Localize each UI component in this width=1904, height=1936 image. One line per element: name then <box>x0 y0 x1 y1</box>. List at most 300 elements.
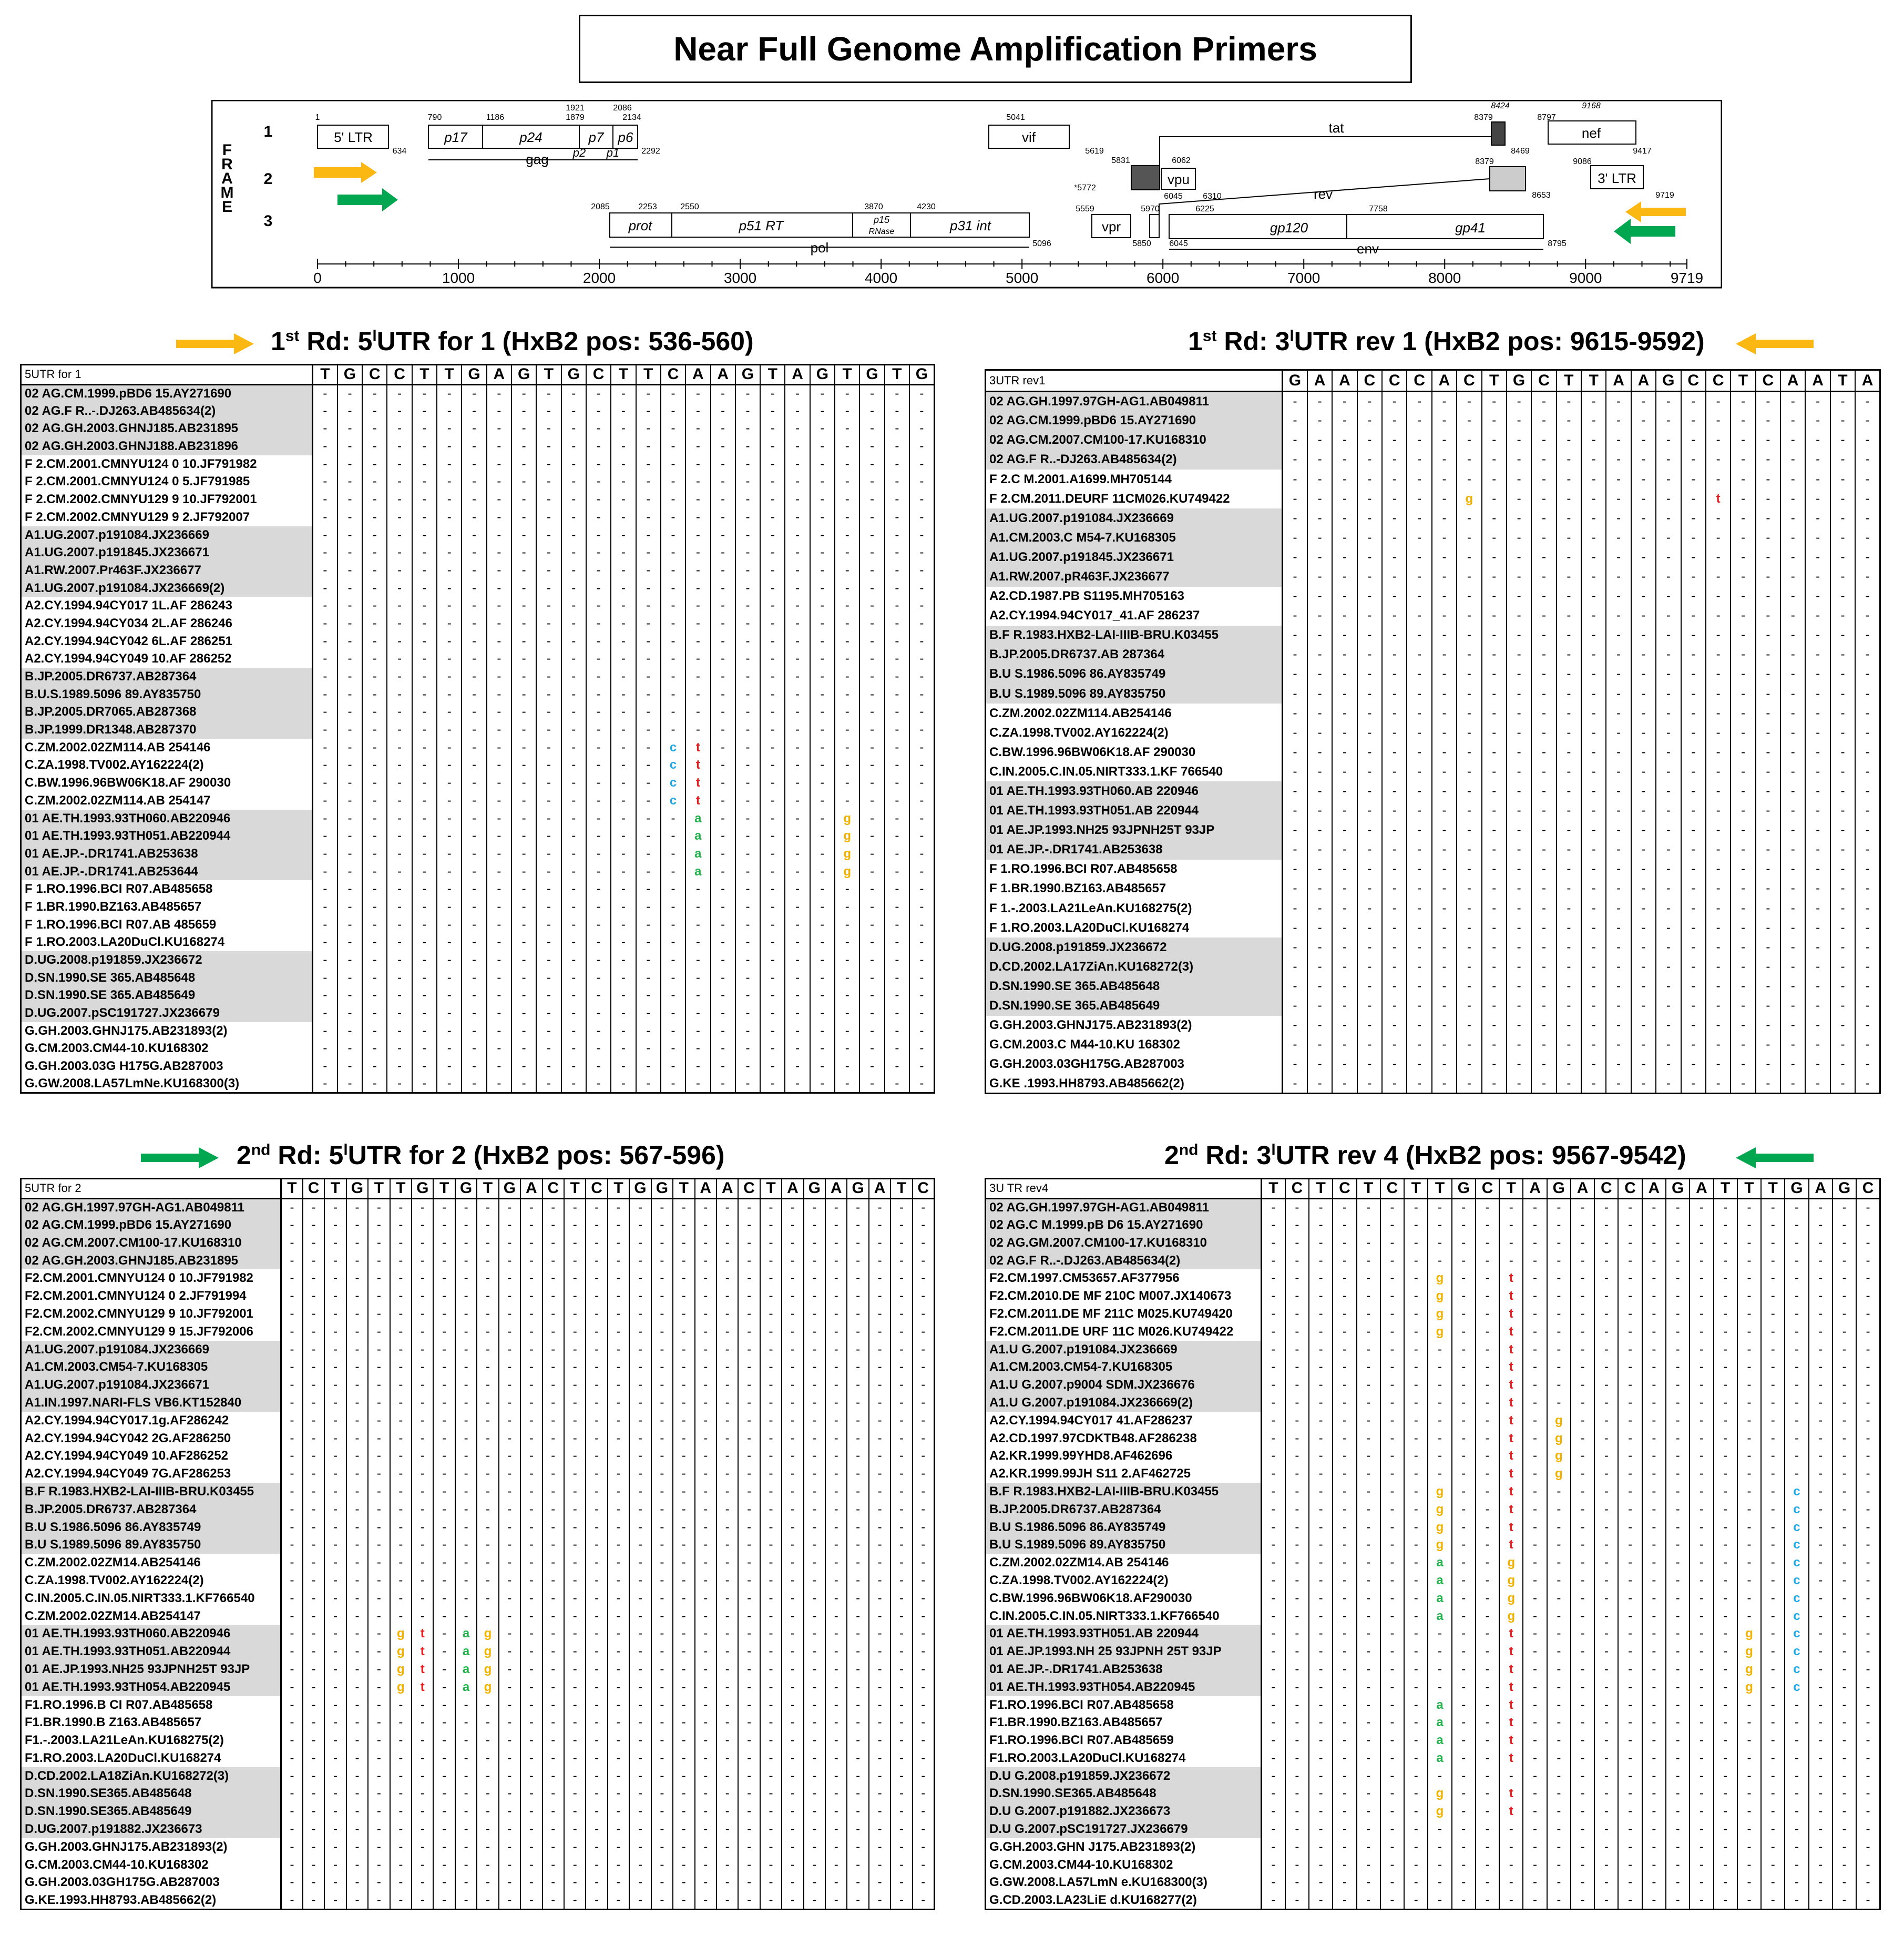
match-dash: - <box>1307 1074 1332 1094</box>
match-dash: - <box>716 1465 738 1483</box>
match-dash: - <box>1476 1572 1499 1589</box>
match-dash: - <box>760 951 785 969</box>
match-dash: - <box>511 402 536 420</box>
table-row <box>986 1802 1880 1820</box>
match-dash: - <box>1285 1323 1309 1341</box>
sequence-name: F 2.CM.2001.CMNYU124 0 5.JF791985 <box>21 473 313 491</box>
match-dash: - <box>324 1198 346 1216</box>
match-dash: - <box>390 1269 412 1287</box>
match-dash: - <box>1856 1269 1880 1287</box>
match-dash: - <box>437 721 462 739</box>
match-dash: - <box>1452 1643 1476 1660</box>
match-dash: - <box>760 1572 782 1589</box>
match-dash: - <box>1756 1035 1780 1055</box>
match-dash: - <box>1357 1731 1380 1749</box>
match-dash: - <box>586 1536 607 1554</box>
match-dash: - <box>847 1714 868 1731</box>
match-dash: - <box>636 951 661 969</box>
match-dash: - <box>1283 1055 1307 1074</box>
match-dash: - <box>1785 1465 1808 1483</box>
primer-base: A <box>1642 1179 1666 1199</box>
match-dash: - <box>1756 508 1780 528</box>
match-dash: - <box>337 615 362 633</box>
match-dash: - <box>1333 1198 1356 1216</box>
match-dash: - <box>885 969 909 987</box>
match-dash: - <box>760 1874 782 1892</box>
match-dash: - <box>716 1856 738 1874</box>
match-dash: - <box>1780 528 1805 547</box>
match-dash: - <box>810 615 835 633</box>
match-dash: - <box>586 437 611 455</box>
match-dash: - <box>847 1234 868 1252</box>
match-dash: - <box>362 686 387 704</box>
sequence-name: C.BW.1996.96BW06K18.AF 290030 <box>986 742 1283 762</box>
match-dash: - <box>804 1838 825 1856</box>
match-dash: - <box>1594 1785 1618 1803</box>
sequence-name: B.U S.1986.5096 86.AY835749 <box>986 1519 1262 1536</box>
match-dash: - <box>1262 1483 1285 1501</box>
match-dash: - <box>909 597 934 615</box>
match-dash: - <box>1309 1802 1333 1820</box>
match-dash: - <box>1380 1625 1404 1643</box>
primer-base: C <box>542 1179 564 1199</box>
match-dash: - <box>1307 938 1332 957</box>
match-dash: - <box>1283 801 1307 821</box>
sequence-name: 01 AE.TH.1993.93TH051.AB 220944 <box>986 801 1283 821</box>
match-dash: - <box>368 1465 390 1483</box>
match-dash: - <box>1731 801 1755 821</box>
match-dash: - <box>1452 1447 1476 1465</box>
match-dash: - <box>673 1572 694 1589</box>
match-dash: - <box>1307 801 1332 821</box>
match-dash: - <box>536 739 561 757</box>
match-dash: - <box>685 402 710 420</box>
match-dash: - <box>337 774 362 792</box>
match-dash: - <box>1855 606 1880 626</box>
match-dash: - <box>760 384 785 402</box>
match-dash: - <box>1666 1234 1690 1252</box>
match-dash: - <box>825 1216 847 1234</box>
match-dash: - <box>1656 938 1681 957</box>
table-row <box>21 420 935 438</box>
match-dash: - <box>1833 1678 1856 1696</box>
pos-label: 5831 <box>1111 156 1130 165</box>
match-dash: - <box>1452 1714 1476 1731</box>
table-row <box>986 1234 1880 1252</box>
match-dash: - <box>433 1358 455 1376</box>
match-dash: - <box>825 1749 847 1767</box>
match-dash: - <box>1833 1536 1856 1554</box>
match-dash: - <box>561 845 586 863</box>
match-dash: - <box>313 686 337 704</box>
table-row <box>21 880 935 898</box>
match-dash: - <box>760 1394 782 1412</box>
match-dash: - <box>324 1856 346 1874</box>
primer-base: A <box>785 365 810 385</box>
table-row <box>986 1643 1880 1660</box>
match-dash: - <box>1457 684 1481 704</box>
match-dash: - <box>1507 665 1531 684</box>
match-dash: - <box>1761 1305 1785 1323</box>
match-dash: - <box>1357 938 1382 957</box>
match-dash: - <box>1357 1483 1380 1501</box>
match-dash: - <box>564 1696 586 1714</box>
match-dash: - <box>1737 1501 1761 1519</box>
match-dash: - <box>1780 762 1805 781</box>
match-dash: - <box>760 934 785 952</box>
match-dash: - <box>390 1589 412 1607</box>
match-dash: - <box>673 1554 694 1572</box>
match-dash: - <box>716 1216 738 1234</box>
match-dash: - <box>368 1252 390 1270</box>
match-dash: - <box>1357 470 1382 489</box>
match-dash: - <box>847 1216 868 1234</box>
table-row <box>986 1358 1880 1376</box>
match-dash: - <box>611 508 636 526</box>
sequence-name: G.GH.2003.03GH175G.AB287003 <box>21 1874 281 1892</box>
match-dash: - <box>1457 665 1481 684</box>
match-dash: - <box>337 792 362 810</box>
match-dash: - <box>735 526 760 544</box>
match-dash: - <box>835 721 859 739</box>
match-dash: - <box>1690 1714 1713 1731</box>
match-dash: - <box>1333 1820 1356 1838</box>
pos-label: 8424 <box>1491 101 1510 110</box>
match-dash: - <box>1594 1536 1618 1554</box>
match-dash: - <box>1666 1767 1690 1785</box>
match-dash: - <box>636 863 661 881</box>
match-dash: - <box>1656 645 1681 665</box>
table-row <box>21 987 935 1005</box>
match-dash: - <box>1457 860 1481 879</box>
match-dash: - <box>390 1323 412 1341</box>
match-dash: - <box>437 739 462 757</box>
primer-base: C <box>1407 370 1431 392</box>
match-dash: - <box>825 1447 847 1465</box>
match-dash: - <box>859 863 884 881</box>
mismatch-base: g <box>477 1625 498 1643</box>
match-dash: - <box>661 721 685 739</box>
match-dash: - <box>412 845 437 863</box>
match-dash: - <box>735 880 760 898</box>
match-dash: - <box>1855 781 1880 801</box>
match-dash: - <box>1731 508 1755 528</box>
match-dash: - <box>1666 1287 1690 1305</box>
match-dash: - <box>847 1767 868 1785</box>
match-dash: - <box>1476 1731 1499 1749</box>
match-dash: - <box>1457 1035 1481 1055</box>
match-dash: - <box>1382 860 1407 879</box>
match-dash: - <box>1428 1216 1451 1234</box>
match-dash: - <box>586 1216 607 1234</box>
match-dash: - <box>1666 1465 1690 1483</box>
match-dash: - <box>346 1731 368 1749</box>
match-dash: - <box>1262 1678 1285 1696</box>
match-dash: - <box>1547 1785 1571 1803</box>
match-dash: - <box>1631 547 1656 567</box>
match-dash: - <box>1262 1519 1285 1536</box>
sequence-name: 02 AG.F R..-.DJ263.AB485634(2) <box>986 1252 1262 1270</box>
match-dash: - <box>1557 470 1581 489</box>
match-dash: - <box>1681 1016 1706 1035</box>
match-dash: - <box>520 1358 542 1376</box>
match-dash: - <box>1833 1216 1856 1234</box>
match-dash: - <box>1571 1785 1594 1803</box>
match-dash: - <box>487 898 511 916</box>
match-dash: - <box>324 1838 346 1856</box>
match-dash: - <box>437 473 462 491</box>
match-dash: - <box>586 1004 611 1022</box>
match-dash: - <box>1656 801 1681 821</box>
match-dash: - <box>804 1341 825 1359</box>
match-dash: - <box>913 1856 934 1874</box>
match-dash: - <box>735 1004 760 1022</box>
mismatch-base: t <box>1499 1394 1523 1412</box>
match-dash: - <box>1690 1519 1713 1536</box>
match-dash: - <box>487 473 511 491</box>
gene-label: p31 int <box>949 218 991 233</box>
match-dash: - <box>1507 450 1531 470</box>
alignment-header-row <box>21 365 935 385</box>
match-dash: - <box>890 1856 912 1874</box>
match-dash: - <box>890 1731 912 1749</box>
match-dash: - <box>1382 821 1407 840</box>
match-dash: - <box>487 880 511 898</box>
match-dash: - <box>1404 1501 1428 1519</box>
match-dash: - <box>1404 1341 1428 1359</box>
match-dash: - <box>1404 1731 1428 1749</box>
match-dash: - <box>1761 1572 1785 1589</box>
table-row <box>21 668 935 686</box>
match-dash: - <box>785 384 810 402</box>
match-dash: - <box>1706 762 1731 781</box>
match-dash: - <box>303 1430 324 1448</box>
match-dash: - <box>636 579 661 597</box>
match-dash: - <box>511 916 536 934</box>
match-dash: - <box>1714 1589 1737 1607</box>
match-dash: - <box>1357 684 1382 704</box>
match-dash: - <box>1809 1572 1833 1589</box>
match-dash: - <box>1332 723 1357 742</box>
match-dash: - <box>520 1447 542 1465</box>
match-dash: - <box>437 597 462 615</box>
sequence-name: D.U G.2007.p191882.JX236673 <box>986 1802 1262 1820</box>
pos-label: 6062 <box>1172 156 1191 165</box>
match-dash: - <box>455 1714 477 1731</box>
match-dash: - <box>785 526 810 544</box>
match-dash: - <box>1380 1554 1404 1572</box>
match-dash: - <box>1656 606 1681 626</box>
table-row <box>21 1412 935 1430</box>
match-dash: - <box>1594 1820 1618 1838</box>
match-dash: - <box>1785 1287 1808 1305</box>
match-dash: - <box>1761 1856 1785 1874</box>
match-dash: - <box>561 384 586 402</box>
match-dash: - <box>542 1198 564 1216</box>
match-dash: - <box>1780 684 1805 704</box>
match-dash: - <box>368 1430 390 1448</box>
mismatch-base: t <box>685 757 710 775</box>
match-dash: - <box>1761 1554 1785 1572</box>
match-dash: - <box>511 898 536 916</box>
match-dash: - <box>1737 1252 1761 1270</box>
match-dash: - <box>651 1838 673 1856</box>
match-dash: - <box>847 1589 868 1607</box>
match-dash: - <box>1547 1838 1571 1856</box>
match-dash: - <box>629 1216 651 1234</box>
sequence-name: 02 AG.F R..-.DJ263.AB485634(2) <box>21 402 313 420</box>
primer-base: G <box>651 1179 673 1199</box>
match-dash: - <box>785 863 810 881</box>
match-dash: - <box>1428 1234 1451 1252</box>
match-dash: - <box>1333 1341 1356 1359</box>
match-dash: - <box>390 1785 412 1803</box>
match-dash: - <box>1681 704 1706 723</box>
match-dash: - <box>412 579 437 597</box>
match-dash: - <box>1642 1447 1666 1465</box>
match-dash: - <box>685 704 710 721</box>
match-dash: - <box>913 1536 934 1554</box>
alignment-table-5utr-for2 <box>20 1178 935 1910</box>
frame-letter: F <box>222 141 232 159</box>
match-dash: - <box>433 1554 455 1572</box>
match-dash: - <box>1531 781 1556 801</box>
match-dash: - <box>1706 411 1731 431</box>
match-dash: - <box>1357 1767 1380 1785</box>
match-dash: - <box>412 1802 433 1820</box>
match-dash: - <box>1557 762 1581 781</box>
match-dash: - <box>1618 1483 1642 1501</box>
match-dash: - <box>1690 1341 1713 1359</box>
match-dash: - <box>437 827 462 845</box>
match-dash: - <box>1285 1430 1309 1448</box>
match-dash: - <box>1531 567 1556 586</box>
match-dash: - <box>651 1785 673 1803</box>
table-row <box>986 1838 1880 1856</box>
match-dash: - <box>586 1269 607 1287</box>
match-dash: - <box>1756 1055 1780 1074</box>
match-dash: - <box>1380 1412 1404 1430</box>
match-dash: - <box>362 810 387 828</box>
match-dash: - <box>586 792 611 810</box>
match-dash: - <box>711 473 735 491</box>
match-dash: - <box>324 1376 346 1394</box>
match-dash: - <box>1380 1305 1404 1323</box>
match-dash: - <box>1681 860 1706 879</box>
match-dash: - <box>760 1714 782 1731</box>
match-dash: - <box>810 951 835 969</box>
match-dash: - <box>1571 1412 1594 1430</box>
match-dash: - <box>437 880 462 898</box>
match-dash: - <box>1309 1430 1333 1448</box>
match-dash: - <box>1428 1394 1451 1412</box>
primer-base: G <box>1785 1179 1808 1199</box>
match-dash: - <box>1432 821 1457 840</box>
match-dash: - <box>859 810 884 828</box>
match-dash: - <box>847 1447 868 1465</box>
match-dash: - <box>564 1802 586 1820</box>
match-dash: - <box>636 827 661 845</box>
match-dash: - <box>785 774 810 792</box>
match-dash: - <box>629 1358 651 1376</box>
match-dash: - <box>735 987 760 1005</box>
match-dash: - <box>825 1234 847 1252</box>
match-dash: - <box>1476 1874 1499 1892</box>
match-dash: - <box>869 1785 890 1803</box>
match-dash: - <box>1357 821 1382 840</box>
match-dash: - <box>564 1660 586 1678</box>
table-row <box>21 1376 935 1394</box>
table-row <box>986 1519 1880 1536</box>
match-dash: - <box>1761 1838 1785 1856</box>
alignment-table-5utr-for1 <box>20 364 935 1094</box>
match-dash: - <box>542 1572 564 1589</box>
sequence-name: A1.UG.2007.p191845.JX236671 <box>986 547 1283 567</box>
match-dash: - <box>1594 1394 1618 1412</box>
match-dash: - <box>337 455 362 473</box>
match-dash: - <box>487 987 511 1005</box>
match-dash: - <box>913 1394 934 1412</box>
match-dash: - <box>1507 508 1531 528</box>
match-dash: - <box>455 1483 477 1501</box>
sequence-name: F 1.RO.1996.BCI R07.AB485658 <box>986 860 1283 879</box>
match-dash: - <box>1780 976 1805 996</box>
match-dash: - <box>804 1820 825 1838</box>
match-dash: - <box>1714 1785 1737 1803</box>
match-dash: - <box>561 437 586 455</box>
match-dash: - <box>1656 392 1681 411</box>
match-dash: - <box>1656 1074 1681 1094</box>
match-dash: - <box>1557 626 1581 645</box>
match-dash: - <box>586 1287 607 1305</box>
match-dash: - <box>1404 1714 1428 1731</box>
match-dash: - <box>608 1696 629 1714</box>
match-dash: - <box>1457 781 1481 801</box>
primer-base: C <box>738 1179 760 1199</box>
match-dash: - <box>1507 996 1531 1016</box>
primer-base: T <box>1357 1179 1380 1199</box>
match-dash: - <box>462 916 486 934</box>
match-dash: - <box>1333 1731 1356 1749</box>
match-dash: - <box>1307 704 1332 723</box>
match-dash: - <box>1357 1856 1380 1874</box>
match-dash: - <box>1382 567 1407 586</box>
match-dash: - <box>337 704 362 721</box>
match-dash: - <box>1756 840 1780 860</box>
table-row <box>986 1394 1880 1412</box>
match-dash: - <box>859 668 884 686</box>
match-dash: - <box>810 1075 835 1093</box>
match-dash: - <box>368 1519 390 1536</box>
match-dash: - <box>716 1447 738 1465</box>
match-dash: - <box>1805 918 1830 938</box>
match-dash: - <box>711 898 735 916</box>
match-dash: - <box>1482 899 1507 918</box>
match-dash: - <box>337 845 362 863</box>
match-dash: - <box>1357 723 1382 742</box>
match-dash: - <box>785 1057 810 1075</box>
pos-label: 5970 <box>1141 205 1160 213</box>
match-dash: - <box>542 1430 564 1448</box>
match-dash: - <box>455 1554 477 1572</box>
match-dash: - <box>1594 1554 1618 1572</box>
match-dash: - <box>1452 1838 1476 1856</box>
match-dash: - <box>1482 1055 1507 1074</box>
match-dash: - <box>869 1483 890 1501</box>
match-dash: - <box>1333 1874 1356 1892</box>
mismatch-base: a <box>685 810 710 828</box>
table-row <box>21 1465 935 1483</box>
